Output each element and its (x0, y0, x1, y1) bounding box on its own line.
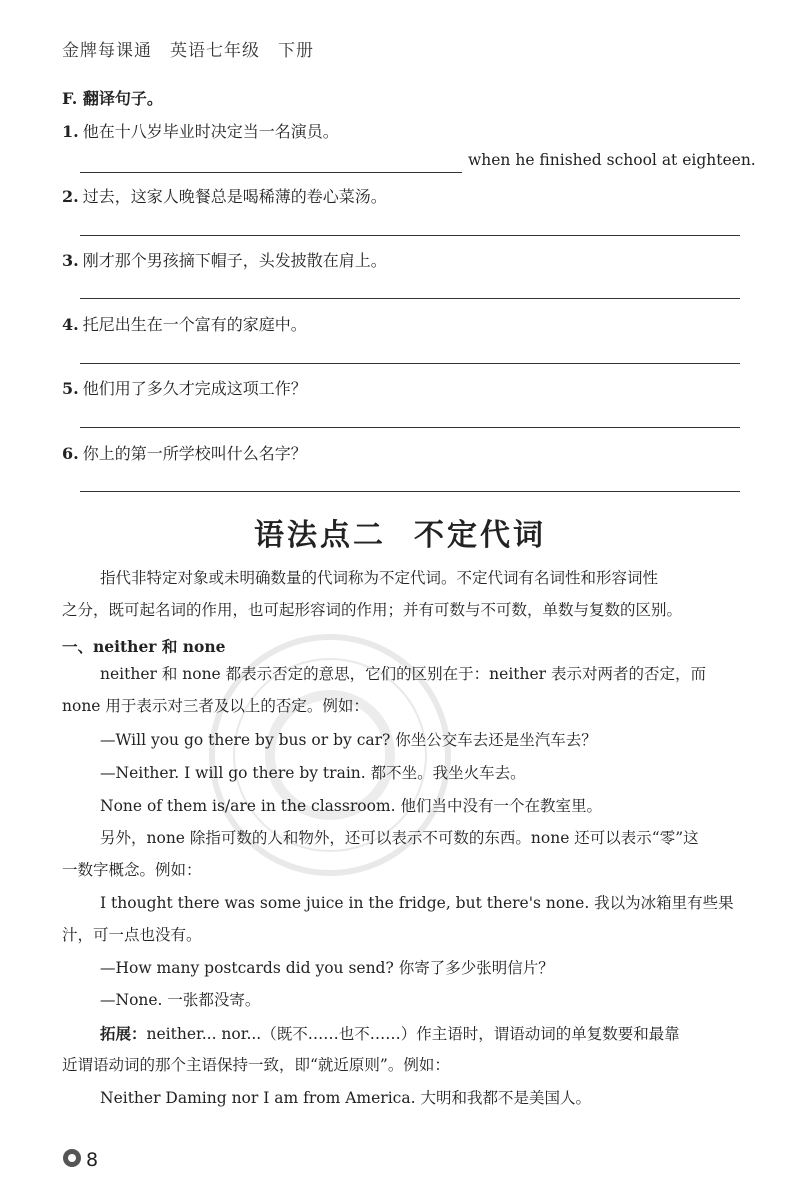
header-book: 金牌每课通 (62, 41, 152, 61)
example-line: —None. 一张都没寄。 (100, 991, 261, 1009)
answer-line-2[interactable] (80, 235, 740, 236)
question-5: 5. 他们用了多久才完成这项工作？ (62, 379, 307, 398)
subsection-title: 一、neither 和 none (62, 637, 226, 656)
page-number: 8 (86, 1149, 99, 1171)
grammar-title: 语法点二 不定代词 (254, 518, 546, 553)
question-4: 4. 托尼出生在一个富有的家庭中。 (62, 315, 307, 334)
answer-line-4[interactable] (80, 363, 740, 364)
example-line: I thought there was some juice in the fridge, but there's none. 我以为冰箱里有些果 (100, 894, 734, 912)
gear-flower-icon (62, 1148, 82, 1168)
intro-line-1: 指代非特定对象或未明确数量的代词称为不定代词。不定代词有名词性和形容词性 (100, 569, 659, 587)
extension-line-1: 拓展：neither... nor...（既不……也不……）作主语时，谓语动词的单复数要和最靠 (100, 1024, 680, 1043)
example-line: Neither Daming nor I am from America. 大明和我都不是美国人。 (100, 1089, 591, 1107)
question-1: 1. 他在十八岁毕业时决定当一名演员。 (62, 122, 339, 141)
section-f-title: F. 翻译句子。 (62, 89, 163, 108)
answer-line-5[interactable] (80, 427, 740, 428)
header-subject: 英语七年级 (170, 41, 260, 61)
question-6: 6. 你上的第一所学校叫什么名字？ (62, 444, 307, 463)
example-line: —How many postcards did you send? 你寄了多少张明信片？ (100, 959, 554, 977)
intro-line-2: 之分，既可起名词的作用，也可起形容词的作用；并有可数与不可数，单数与复数的区别。 (62, 601, 683, 619)
body-line: none 用于表示对三者及以上的否定。例如： (62, 697, 369, 715)
question-2: 2. 过去，这家人晚餐总是喝稀薄的卷心菜汤。 (62, 187, 387, 206)
example-line: None of them is/are in the classroom. 他们当中没有一个在教室里。 (100, 797, 602, 815)
running-header (62, 36, 332, 61)
example-line: —Will you go there by bus or by car? 你坐公交车去还是坐汽车去？ (100, 731, 597, 749)
extension-line-2: 近谓语动词的那个主语保持一致，即“就近原则”。例如： (62, 1056, 450, 1074)
example-line: 汁，可一点也没有。 (62, 926, 202, 944)
answer-line-3[interactable] (80, 298, 740, 299)
header-volume: 下册 (278, 41, 314, 61)
body-line: 一数字概念。例如： (62, 861, 202, 879)
answer-line-6[interactable] (80, 491, 740, 492)
extension-label: 拓展： (100, 1024, 147, 1043)
body-line: neither 和 none 都表示否定的意思，它们的区别在于：neither 表示对两者的否定，而 (100, 665, 706, 683)
question-1-tail: when he finished school at eighteen. (468, 151, 756, 169)
example-line: —Neither. I will go there by train. 都不坐。我坐火车去。 (100, 764, 526, 782)
page-footer (62, 1148, 98, 1171)
question-3: 3. 刚才那个男孩摘下帽子，头发披散在肩上。 (62, 251, 387, 270)
answer-line-1[interactable] (80, 172, 462, 173)
body-line: 另外，none 除指可数的人和物外，还可以表示不可数的东西。none 还可以表示“零”这 (100, 829, 699, 847)
